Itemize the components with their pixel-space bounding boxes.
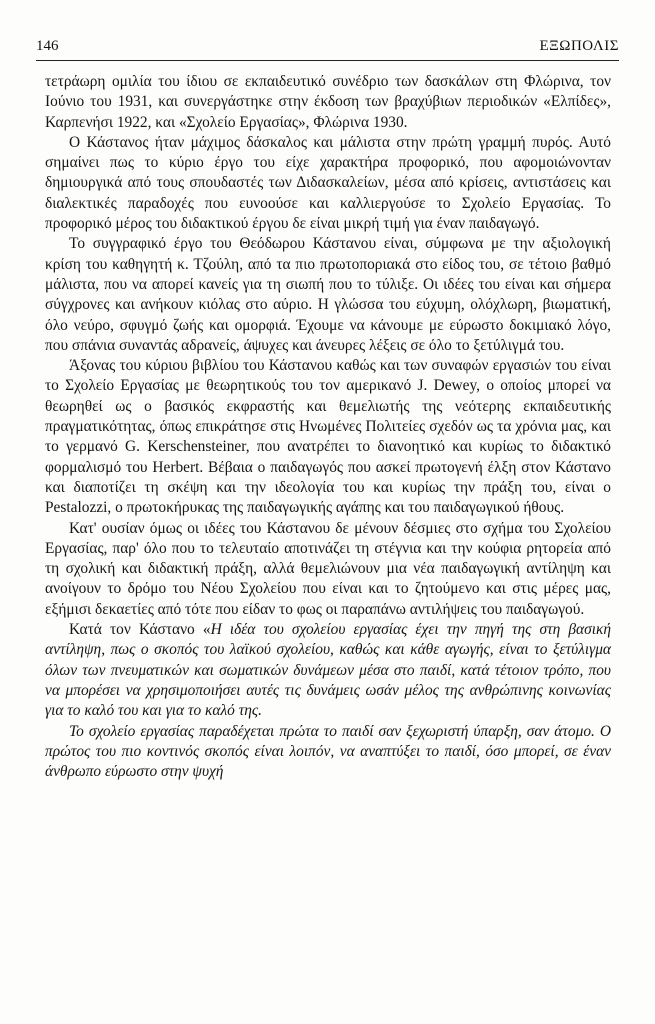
page-header bbox=[36, 34, 619, 61]
paragraph: τετράωρη ομιλία του ίδιου σε εκπαιδευτικό συνέδριο των δασκάλων στη Φλώρινα, τον Ιούνιο του 1931, και συνεργάστηκε στην έκδοση των βραχύβιων περιοδικών «Ελπίδες», Καρπενήσι 1922, και «Σχολείο Εργασίας», Φλώρινα 1930. bbox=[45, 73, 611, 131]
running-head: ΕΞΩΠΟΛΙΣ bbox=[539, 38, 619, 54]
quote-paragraph bbox=[45, 620, 611, 721]
quote-intro: Κατά τον Κάστανο « bbox=[69, 621, 211, 639]
page-number: 146 bbox=[36, 38, 59, 54]
paragraph: Άξονας του κύριου βιβλίου του Κάστανου καθώς και των συναφών εργασιών του είναι το Σχολείο Εργασίας με θεωρητικούς του τον αμερικανό J. Dewey, ο οποίος μπορεί να θεωρηθεί ως ο βασικός εκφραστής και θεμελιωτής της νεότερης εκπαιδευτικής πραγματικότητας, όπως επικράτησε στις Ηνωμένες Πολιτείες σχεδόν ως τα χρόνια μας, και το γερμανό G. Kerschensteiner, που ανατρέπει το διανοητικό και κυρίως το διδακτικό φορμαλισμό του Herbert. Βέβαια ο παιδαγωγός που ασκεί πρωτογενή έλξη στον Κάστανο και διαποτίζει τη σκέψη και την ιδεολογία του και κυρίως την πράξη του, είναι ο Pestalozzi, ο πρωτοκήρυκας της παιδαγωγικής αγάπης και του παιδαγωγικού ήθους. bbox=[45, 357, 611, 517]
quote-text: Η ιδέα του σχολείου εργασίας έχει την πηγή της στη βασική αντίληψη, πως ο σκοπός του λαϊκού σχολείου, καθώς και κάθε αγωγής, είναι το ξετύλιγμα όλων των πνευματικών και σωματικών δυνάμεων μέσα στο παιδί, κατά τέτοιον τρόπο, που να μπορέσει να χρησιμοποιήσει αυτές τις δυνάμεις ωσάν μέλος της ανθρώπινης κοινωνίας για το καλό του και για το καλό της. bbox=[45, 621, 611, 720]
paragraph: Κατ' ουσίαν όμως οι ιδέες του Κάστανου δε μένουν δέσμιες στο σχήμα του Σχολείου Εργασίας, παρ' όλο που το τελευταίο αποτινάζει τη στέγνια και την κούφια ρητορεία από τη σχολική και διδακτική πράξη, αλλά θεμελιώνουν μια νέα παιδαγωγική αντίληψη και ανοίγουν το δρόμο του Νέου Σχολείου που είναι και το ζητούμενο και στις μέρες μας, εξήμισι δεκαετίες από τότε που είδαν το φως οι παραπάνω αντιλήψεις του παιδαγωγού. bbox=[45, 519, 611, 618]
quote-continuation: Το σχολείο εργασίας παραδέχεται πρώτα το παιδί σαν ξεχωριστή ύπαρξη, σαν άτομο. Ο πρώτος του πιο κοντινός σκοπός είναι λοιπόν, να αναπτύξει το παιδί, όσο μπορεί, σε έναν άνθρωπο εύρωστο στην ψυχή bbox=[45, 722, 611, 781]
paragraph: Το συγγραφικό έργο του Θεόδωρου Κάστανου είναι, σύμφωνα με την αξιολογική κρίση του καθηγητή κ. Τζούλη, από τα πιο πρωτοποριακά στο είδος του, σε τέτοιο βαθμό μάλιστα, που να απορεί κανείς για τη σιωπή που το τύλιξε. Οι ιδέες του είναι και σήμερα σύγχρονες και ανήκουν κιόλας στο αύριο. Η γλώσσα του εύχυμη, ολόχλωρη, βιωματική, όλο νεύρο, σφυγμό ζωής και ομορφιά. Έχουμε να κάνουμε με εύρωστο δοκιμιακό λόγο, που σπάνια συναντάς αδρανείς, άψυχες και άνευρες λέξεις σε όλο το ξετύλιγμά του. bbox=[45, 235, 611, 354]
paragraph: Ο Κάστανος ήταν μάχιμος δάσκαλος και μάλιστα στην πρώτη γραμμή πυρός. Αυτό σημαίνει πως το κύριο έργο του είχε χαρακτήρα προφορικό, που αφομοιώνονταν δημιουργικά από τους σπουδαστές των Διδασκαλείων, μέσα από κρίσεις, αντιστάσεις και διαλεκτικές παραδοχές που ευνοούσε και καλλιεργούσε το Σχολείο Εργασίας. Το προφορικό μέρος του διδακτικού έργου δε είναι μικρή τιμή για έναν παιδαγωγό. bbox=[45, 133, 611, 233]
body-text bbox=[45, 72, 611, 782]
